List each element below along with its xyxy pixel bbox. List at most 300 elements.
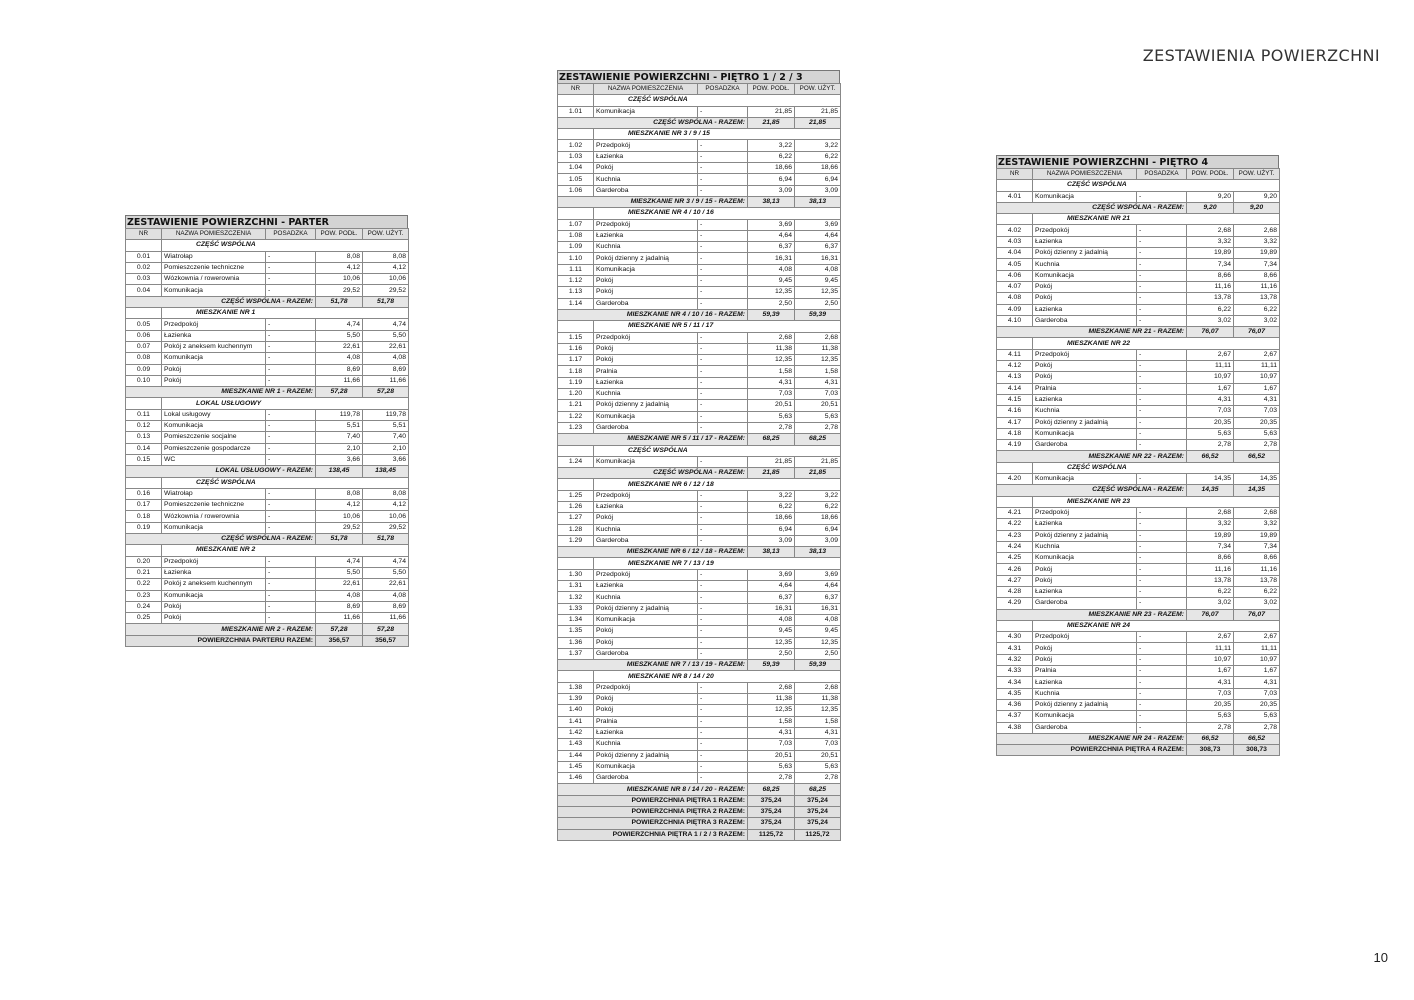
- floor-area: 2,10: [316, 443, 363, 454]
- room-row: [558, 614, 841, 625]
- usable-area: 21,85: [795, 456, 841, 467]
- column-header: POW. PODŁ.: [748, 84, 795, 95]
- floor-area: 7,03: [748, 389, 795, 400]
- room-name: Łazienka: [1033, 236, 1137, 247]
- column-header: NAZWA POMIESZCZENIA: [1033, 169, 1137, 180]
- room-number: 1.03: [558, 151, 594, 162]
- subtotal-row: [126, 387, 409, 398]
- room-name: Komunikacja: [594, 614, 698, 625]
- usable-area-total: 59,39: [795, 309, 841, 320]
- floor-area: 6,37: [748, 592, 795, 603]
- floor-area: 3,69: [748, 219, 795, 230]
- floor-area-total: 68,25: [748, 784, 795, 795]
- floor-area: 119,78: [316, 409, 363, 420]
- room-row: [997, 507, 1280, 518]
- floor-type: -: [1137, 304, 1187, 315]
- room-number: 4.16: [997, 406, 1033, 417]
- usable-area-total: 66,52: [1234, 733, 1280, 744]
- floor-area: 11,38: [748, 343, 795, 354]
- floor-type: -: [266, 262, 316, 273]
- floor-type: -: [1137, 417, 1187, 428]
- room-name: Pokój dzienny z jadalnią: [594, 253, 698, 264]
- floor-area: 4,64: [748, 230, 795, 241]
- room-number: 4.10: [997, 315, 1033, 326]
- room-number: 1.33: [558, 603, 594, 614]
- floor-area: 2,50: [748, 648, 795, 659]
- floor-type: -: [1137, 474, 1187, 485]
- floor-type: -: [698, 219, 748, 230]
- empty-cell: [126, 398, 162, 409]
- room-number: 1.28: [558, 524, 594, 535]
- room-row: [558, 411, 841, 422]
- room-name: Przedpokój: [1033, 632, 1137, 643]
- floor-type: -: [1137, 575, 1187, 586]
- room-row: [126, 556, 409, 567]
- floor-type: -: [1137, 236, 1187, 247]
- floor-area: 9,45: [748, 626, 795, 637]
- section-header: [558, 208, 841, 219]
- room-name: Przedpokój: [594, 219, 698, 230]
- section-label: MIESZKANIE NR 1: [162, 308, 409, 319]
- room-row: [558, 174, 841, 185]
- room-row: [558, 422, 841, 433]
- room-number: 4.09: [997, 304, 1033, 315]
- usable-area: 5,51: [363, 421, 409, 432]
- floor-area: 4,31: [1187, 677, 1234, 688]
- room-row: [997, 281, 1280, 292]
- floor-area-total: 57,28: [316, 387, 363, 398]
- floor-type: -: [698, 377, 748, 388]
- section-label: MIESZKANIE NR 8 / 14 / 20: [594, 671, 841, 682]
- column-header: NR: [126, 229, 162, 240]
- room-row: [558, 581, 841, 592]
- floor-type: -: [1137, 688, 1187, 699]
- section-header: [558, 671, 841, 682]
- room-row: [126, 262, 409, 273]
- floor-type: -: [698, 298, 748, 309]
- room-name: Pokój: [594, 163, 698, 174]
- floor-area-total: 38,13: [748, 196, 795, 207]
- floor-type: -: [698, 264, 748, 275]
- section-label: CZĘŚĆ WSPÓLNA: [162, 477, 409, 488]
- section-header: [997, 338, 1280, 349]
- table-pietro-1-2-3: [557, 70, 840, 841]
- room-number: 4.05: [997, 259, 1033, 270]
- table-title: ZESTAWIENIE POWIERZCHNI - PIĘTRO 1 / 2 / 3: [557, 70, 840, 83]
- empty-cell: [558, 208, 594, 219]
- room-number: 1.19: [558, 377, 594, 388]
- total-row: [558, 807, 841, 818]
- room-number: 0.10: [126, 375, 162, 386]
- page-number: 10: [1373, 950, 1388, 965]
- room-row: [997, 406, 1280, 417]
- floor-area: 18,66: [748, 513, 795, 524]
- floor-area: 19,89: [1187, 248, 1234, 259]
- floor-area: 11,11: [1187, 643, 1234, 654]
- section-header: [126, 545, 409, 556]
- floor-area: 11,38: [748, 694, 795, 705]
- floor-type: -: [698, 389, 748, 400]
- floor-area-total: 375,24: [748, 818, 795, 829]
- room-name: Garderoba: [594, 648, 698, 659]
- room-name: Przedpokój: [594, 332, 698, 343]
- total-row: [558, 818, 841, 829]
- usable-area: 2,78: [795, 422, 841, 433]
- room-number: 1.13: [558, 287, 594, 298]
- room-row: [126, 522, 409, 533]
- floor-area: 2,68: [748, 682, 795, 693]
- room-number: 0.20: [126, 556, 162, 567]
- room-row: [997, 428, 1280, 439]
- floor-area-total: 138,45: [316, 466, 363, 477]
- floor-area: 3,22: [748, 490, 795, 501]
- room-number: 1.34: [558, 614, 594, 625]
- usable-area: 12,35: [795, 287, 841, 298]
- room-name: Łazienka: [594, 501, 698, 512]
- section-header: [997, 620, 1280, 631]
- subtotal-row: [558, 784, 841, 795]
- room-name: Komunikacja: [594, 411, 698, 422]
- room-number: 4.38: [997, 722, 1033, 733]
- section-header: [558, 95, 841, 106]
- room-row: [558, 343, 841, 354]
- floor-type: -: [266, 330, 316, 341]
- room-row: [126, 375, 409, 386]
- floor-area: 6,22: [1187, 304, 1234, 315]
- room-name: Łazienka: [1033, 304, 1137, 315]
- usable-area-total: 21,85: [795, 117, 841, 128]
- usable-area: 11,11: [1234, 361, 1280, 372]
- floor-type: -: [698, 501, 748, 512]
- room-number: 4.13: [997, 372, 1033, 383]
- room-row: [126, 319, 409, 330]
- floor-area-total: 308,73: [1187, 745, 1234, 756]
- floor-type: -: [698, 287, 748, 298]
- section-label: MIESZKANIE NR 2: [162, 545, 409, 556]
- empty-cell: [997, 496, 1033, 507]
- room-row: [558, 287, 841, 298]
- room-name: Kuchnia: [594, 242, 698, 253]
- section-label: CZĘŚĆ WSPÓLNA: [162, 240, 409, 251]
- usable-area: 19,89: [1234, 248, 1280, 259]
- floor-type: -: [266, 353, 316, 364]
- usable-area-total: 375,24: [795, 795, 841, 806]
- floor-type: -: [1137, 315, 1187, 326]
- room-number: 0.02: [126, 262, 162, 273]
- usable-area-total: 76,07: [1234, 609, 1280, 620]
- room-row: [126, 432, 409, 443]
- subtotal-label: MIESZKANIE NR 22 - RAZEM:: [997, 451, 1187, 462]
- usable-area: 2,68: [795, 682, 841, 693]
- floor-type: -: [1137, 519, 1187, 530]
- floor-type: -: [1137, 225, 1187, 236]
- column-header: POW. UŻYT.: [363, 229, 409, 240]
- section-label: MIESZKANIE NR 5 / 11 / 17: [594, 321, 841, 332]
- floor-type: -: [1137, 440, 1187, 451]
- floor-type: -: [698, 592, 748, 603]
- subtotal-label: MIESZKANIE NR 21 - RAZEM:: [997, 327, 1187, 338]
- floor-area: 12,35: [748, 355, 795, 366]
- subtotal-row: [558, 547, 841, 558]
- room-number: 4.18: [997, 428, 1033, 439]
- floor-type: -: [1137, 654, 1187, 665]
- floor-area: 14,35: [1187, 474, 1234, 485]
- floor-area: 2,68: [1187, 507, 1234, 518]
- room-number: 4.37: [997, 711, 1033, 722]
- room-row: [997, 372, 1280, 383]
- floor-area: 5,63: [1187, 711, 1234, 722]
- section-header: [126, 308, 409, 319]
- floor-area: 4,74: [316, 556, 363, 567]
- subtotal-label: MIESZKANIE NR 23 - RAZEM:: [997, 609, 1187, 620]
- floor-type: -: [1137, 598, 1187, 609]
- room-row: [997, 417, 1280, 428]
- room-name: Garderoba: [594, 422, 698, 433]
- floor-area: 3,32: [1187, 519, 1234, 530]
- floor-area: 2,67: [1187, 349, 1234, 360]
- floor-area: 22,61: [316, 341, 363, 352]
- floor-type: -: [266, 454, 316, 465]
- floor-area-total: 1125,72: [748, 829, 795, 840]
- usable-area: 3,32: [1234, 236, 1280, 247]
- floor-area-total: 9,20: [1187, 202, 1234, 213]
- floor-area: 2,50: [748, 298, 795, 309]
- room-name: Przedpokój: [1033, 507, 1137, 518]
- room-name: Przedpokój: [162, 319, 266, 330]
- total-label: POWIERZCHNIA PARTERU RAZEM:: [126, 635, 316, 646]
- usable-area: 14,35: [1234, 474, 1280, 485]
- floor-type: -: [698, 626, 748, 637]
- room-number: 1.44: [558, 750, 594, 761]
- room-row: [997, 474, 1280, 485]
- room-name: Komunikacja: [162, 353, 266, 364]
- floor-area-total: 356,57: [316, 635, 363, 646]
- room-row: [997, 598, 1280, 609]
- room-number: 1.17: [558, 355, 594, 366]
- room-number: 1.32: [558, 592, 594, 603]
- floor-area: 8,69: [316, 601, 363, 612]
- usable-area: 119,78: [363, 409, 409, 420]
- usable-area: 11,16: [1234, 564, 1280, 575]
- floor-type: -: [1137, 191, 1187, 202]
- floor-area-total: 68,25: [748, 434, 795, 445]
- floor-area-total: 21,85: [748, 117, 795, 128]
- room-name: Przedpokój: [594, 140, 698, 151]
- room-name: Kuchnia: [594, 739, 698, 750]
- floor-area: 3,66: [316, 454, 363, 465]
- floor-area: 8,66: [1187, 553, 1234, 564]
- floor-type: -: [1137, 586, 1187, 597]
- usable-area: 5,63: [1234, 428, 1280, 439]
- room-name: Łazienka: [1033, 394, 1137, 405]
- room-name: Garderoba: [594, 773, 698, 784]
- usable-area: 4,64: [795, 581, 841, 592]
- subtotal-label: CZĘŚĆ WSPÓLNA - RAZEM:: [997, 202, 1187, 213]
- floor-area: 5,63: [748, 761, 795, 772]
- floor-type: -: [1137, 248, 1187, 259]
- room-row: [997, 270, 1280, 281]
- room-name: Przedpokój: [1033, 225, 1137, 236]
- subtotal-row: [997, 733, 1280, 744]
- room-name: Kuchnia: [1033, 541, 1137, 552]
- empty-cell: [558, 445, 594, 456]
- room-name: Łazienka: [1033, 586, 1137, 597]
- floor-type: -: [266, 409, 316, 420]
- room-number: 1.08: [558, 230, 594, 241]
- subtotal-label: MIESZKANIE NR 1 - RAZEM:: [126, 387, 316, 398]
- floor-type: -: [698, 614, 748, 625]
- usable-area-total: 51,78: [363, 296, 409, 307]
- room-row: [558, 400, 841, 411]
- room-number: 4.28: [997, 586, 1033, 597]
- room-name: Łazienka: [162, 567, 266, 578]
- room-name: Pokój: [594, 626, 698, 637]
- empty-cell: [558, 671, 594, 682]
- subtotal-label: MIESZKANIE NR 6 / 12 / 18 - RAZEM:: [558, 547, 748, 558]
- floor-area: 7,03: [748, 739, 795, 750]
- floor-area: 4,12: [316, 500, 363, 511]
- room-name: Pokój: [162, 375, 266, 386]
- floor-area: 4,31: [748, 377, 795, 388]
- room-number: 4.02: [997, 225, 1033, 236]
- room-number: 1.24: [558, 456, 594, 467]
- usable-area-total: 308,73: [1234, 745, 1280, 756]
- empty-cell: [558, 95, 594, 106]
- usable-area: 6,94: [795, 524, 841, 535]
- section-header: [126, 240, 409, 251]
- table-title: ZESTAWIENIE POWIERZCHNI - PIĘTRO 4: [996, 155, 1279, 168]
- room-row: [558, 727, 841, 738]
- room-number: 4.33: [997, 666, 1033, 677]
- floor-area: 22,61: [316, 579, 363, 590]
- floor-type: -: [698, 569, 748, 580]
- usable-area: 7,03: [1234, 406, 1280, 417]
- room-number: 1.23: [558, 422, 594, 433]
- floor-area: 6,22: [748, 151, 795, 162]
- room-name: Kuchnia: [594, 174, 698, 185]
- room-number: 1.18: [558, 366, 594, 377]
- room-row: [997, 711, 1280, 722]
- floor-area: 10,97: [1187, 654, 1234, 665]
- room-name: Łazienka: [594, 581, 698, 592]
- floor-area: 4,08: [316, 590, 363, 601]
- floor-area: 20,51: [748, 400, 795, 411]
- room-number: 4.31: [997, 643, 1033, 654]
- room-name: Garderoba: [1033, 440, 1137, 451]
- usable-area: 4,64: [795, 230, 841, 241]
- usable-area: 4,08: [795, 614, 841, 625]
- usable-area-total: 375,24: [795, 818, 841, 829]
- usable-area: 7,34: [1234, 541, 1280, 552]
- usable-area: 8,08: [363, 488, 409, 499]
- usable-area-total: 76,07: [1234, 327, 1280, 338]
- column-header: POW. UŻYT.: [795, 84, 841, 95]
- usable-area-total: 51,78: [363, 534, 409, 545]
- usable-area: 4,74: [363, 556, 409, 567]
- room-number: 4.23: [997, 530, 1033, 541]
- section-header: [997, 180, 1280, 191]
- table-header-row: [558, 84, 841, 95]
- room-name: Pralnia: [594, 366, 698, 377]
- subtotal-label: MIESZKANIE NR 2 - RAZEM:: [126, 624, 316, 635]
- usable-area: 1,58: [795, 716, 841, 727]
- usable-area-total: 68,25: [795, 784, 841, 795]
- usable-area: 2,78: [795, 773, 841, 784]
- floor-type: -: [698, 716, 748, 727]
- room-name: Pokój: [594, 276, 698, 287]
- floor-area: 9,20: [1187, 191, 1234, 202]
- column-header: NR: [558, 84, 594, 95]
- room-row: [126, 488, 409, 499]
- floor-type: -: [266, 421, 316, 432]
- floor-area: 1,58: [748, 716, 795, 727]
- column-header: POSADZKA: [698, 84, 748, 95]
- room-row: [558, 377, 841, 388]
- floor-area-total: 57,28: [316, 624, 363, 635]
- room-name: Wózkownia / rowerownia: [162, 511, 266, 522]
- room-row: [558, 185, 841, 196]
- floor-type: -: [1137, 666, 1187, 677]
- room-row: [997, 564, 1280, 575]
- floor-type: -: [698, 581, 748, 592]
- usable-area: 20,51: [795, 750, 841, 761]
- floor-type: -: [266, 375, 316, 386]
- floor-area: 6,94: [748, 174, 795, 185]
- section-label: MIESZKANIE NR 23: [1033, 496, 1280, 507]
- floor-type: -: [698, 648, 748, 659]
- usable-area: 1,67: [1234, 666, 1280, 677]
- usable-area: 3,02: [1234, 598, 1280, 609]
- floor-type: -: [1137, 428, 1187, 439]
- section-label: CZĘŚĆ WSPÓLNA: [1033, 462, 1280, 473]
- room-row: [558, 626, 841, 637]
- room-name: Pokój dzienny z jadalnią: [1033, 530, 1137, 541]
- room-row: [126, 330, 409, 341]
- room-number: 4.04: [997, 248, 1033, 259]
- room-row: [997, 688, 1280, 699]
- floor-area: 16,31: [748, 253, 795, 264]
- floor-type: -: [698, 682, 748, 693]
- section-header: [126, 477, 409, 488]
- floor-type: -: [1137, 270, 1187, 281]
- total-row: [126, 635, 409, 646]
- usable-area: 22,61: [363, 579, 409, 590]
- usable-area: 6,22: [1234, 586, 1280, 597]
- usable-area: 7,03: [1234, 688, 1280, 699]
- floor-area-total: 14,35: [1187, 485, 1234, 496]
- room-name: Pokój: [1033, 564, 1137, 575]
- room-number: 4.08: [997, 293, 1033, 304]
- room-number: 1.27: [558, 513, 594, 524]
- room-name: Łazienka: [1033, 677, 1137, 688]
- section-label: CZĘŚĆ WSPÓLNA: [1033, 180, 1280, 191]
- floor-type: -: [266, 601, 316, 612]
- room-row: [997, 383, 1280, 394]
- usable-area-total: 38,13: [795, 547, 841, 558]
- floor-area: 16,31: [748, 603, 795, 614]
- floor-area: 4,31: [748, 727, 795, 738]
- usable-area-total: 356,57: [363, 635, 409, 646]
- usable-area: 5,63: [1234, 711, 1280, 722]
- usable-area: 6,37: [795, 242, 841, 253]
- room-row: [126, 500, 409, 511]
- floor-type: -: [1137, 530, 1187, 541]
- usable-area: 5,63: [795, 761, 841, 772]
- room-number: 4.07: [997, 281, 1033, 292]
- floor-type: -: [266, 590, 316, 601]
- room-name: Pokój dzienny z jadalnią: [594, 750, 698, 761]
- empty-cell: [997, 338, 1033, 349]
